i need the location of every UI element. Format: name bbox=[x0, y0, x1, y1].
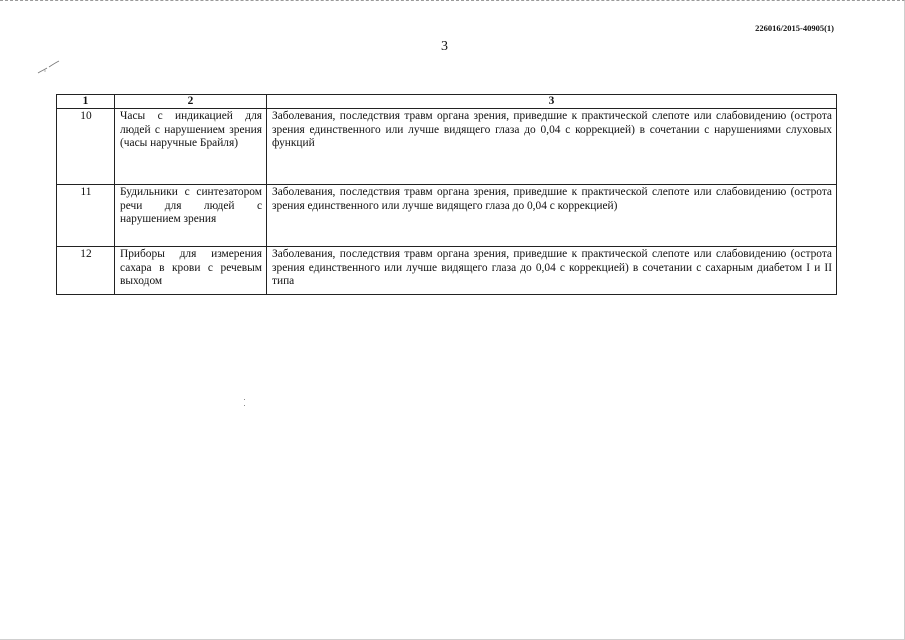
row-description: Заболевания, последствия травм органа зрения, приведшие к практической слепоте или слабовидению (острота зрения единственного или лучше видящего глаза до 0,04 с коррекцией) в сочетании с нарушениями слуховых функций bbox=[267, 109, 837, 185]
pen-mark-icon bbox=[36, 59, 62, 77]
scan-speck bbox=[244, 405, 245, 406]
row-device-name: Часы с индикацией для людей с нарушением зрения (часы наручные Брайля) bbox=[115, 109, 267, 185]
aids-table bbox=[56, 94, 837, 295]
row-device-name: Будильники с синтезатором речи для людей с нарушением зрения bbox=[115, 185, 267, 247]
row-number: 11 bbox=[57, 185, 115, 247]
table-header-row bbox=[57, 95, 837, 109]
column-header-description: 3 bbox=[267, 95, 837, 109]
row-description: Заболевания, последствия травм органа зрения, приведшие к практической слепоте или слабовидению (острота зрения единственного или лучше видящего глаза до 0,04 с коррекцией) в сочетании с сахарным диабетом I и II типа bbox=[267, 247, 837, 295]
row-number: 10 bbox=[57, 109, 115, 185]
column-header-name: 2 bbox=[115, 95, 267, 109]
table-row bbox=[57, 109, 837, 185]
row-description: Заболевания, последствия травм органа зрения, приведшие к практической слепоте или слабовидению (острота зрения единственного или лучше видящего глаза до 0,04 с коррекцией) bbox=[267, 185, 837, 247]
document-code: 226016/2015-40905(1) bbox=[755, 23, 834, 33]
table-row bbox=[57, 247, 837, 295]
row-device-name: Приборы для измерения сахара в крови с речевым выходом bbox=[115, 247, 267, 295]
column-header-number: 1 bbox=[57, 95, 115, 109]
scan-speck bbox=[244, 399, 245, 400]
row-number: 12 bbox=[57, 247, 115, 295]
page-number: 3 bbox=[441, 39, 448, 54]
table-row bbox=[57, 185, 837, 247]
